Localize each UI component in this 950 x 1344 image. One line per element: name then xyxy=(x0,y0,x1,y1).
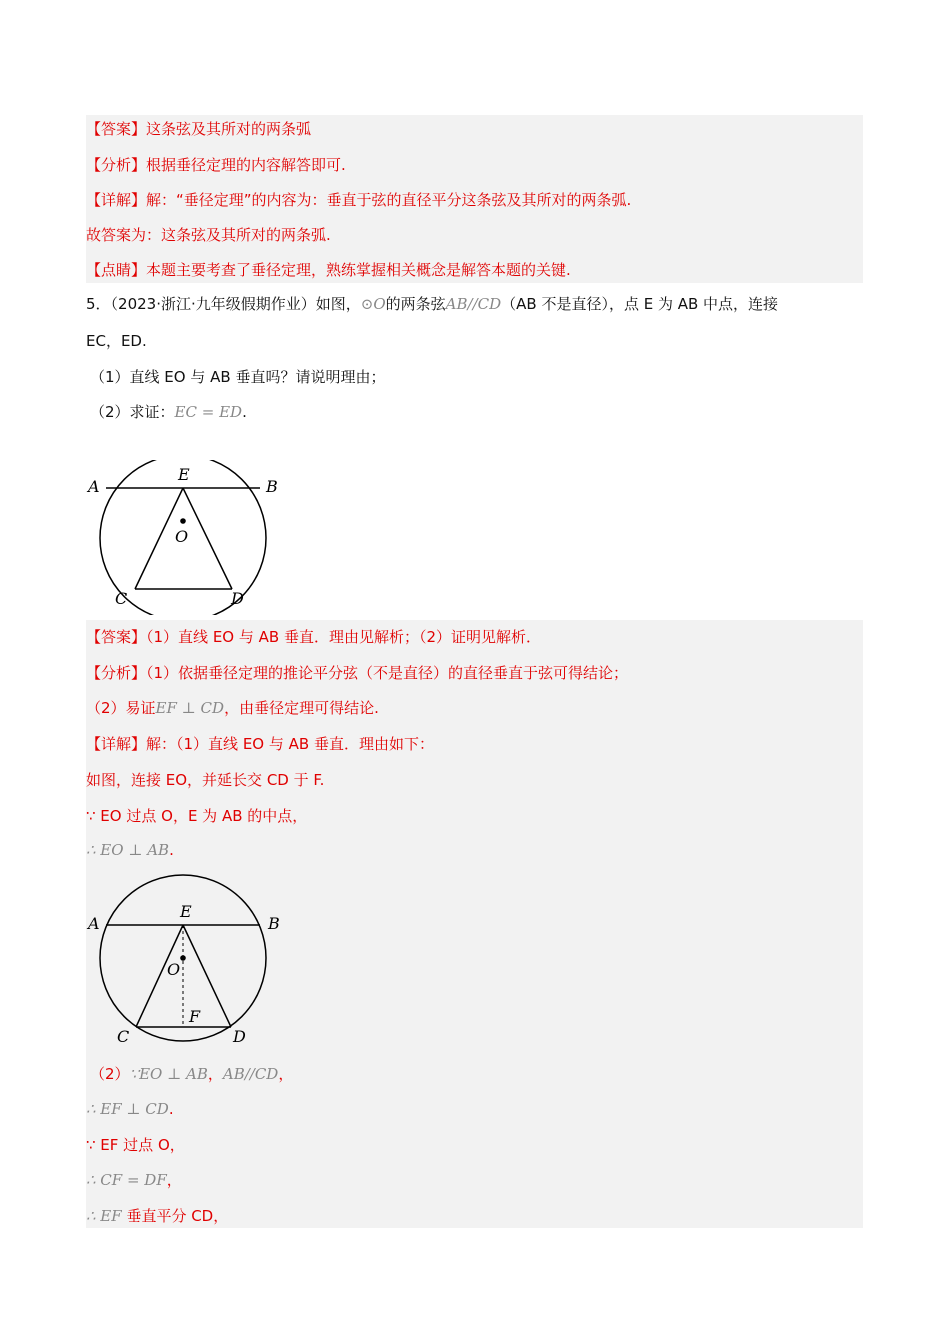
step-7 xyxy=(86,1170,182,1190)
step4-sep: ， xyxy=(207,1065,223,1083)
circle-symbol: ⊙O xyxy=(360,295,386,313)
step5-suffix: . xyxy=(168,1100,174,1118)
analysis2-tag: 【分析】 xyxy=(86,664,147,682)
question-line-2: EC，ED. xyxy=(86,332,147,350)
label-E-2: E xyxy=(180,902,192,921)
answer2-line xyxy=(86,627,541,647)
step4-math-2: AB//CD xyxy=(222,1065,279,1083)
part2-math: EC = ED xyxy=(174,403,243,421)
question-part-1: （1）直线 EO 与 AB 垂直吗？请说明理由； xyxy=(90,368,386,386)
step-6: ∵ EF 过点 O， xyxy=(86,1136,185,1154)
analysis2-text: （1）依据垂径定理的推论平分弦（不是直径）的直径垂直于弦可得结论； xyxy=(146,664,629,682)
label-O: O xyxy=(175,527,189,546)
geometry-figure-1 xyxy=(84,460,284,615)
answer-tag: 【答案】 xyxy=(86,120,147,138)
label-E: E xyxy=(178,465,190,484)
label-C-2: C xyxy=(117,1027,130,1046)
label-A-2: A xyxy=(88,914,100,933)
conclusion-line: 故答案为：这条弦及其所对的两条弧. xyxy=(86,226,331,244)
label-C: C xyxy=(115,589,128,608)
step4-math-1: ∵EO ⊥ AB xyxy=(129,1065,208,1083)
analysis2-line xyxy=(86,663,628,683)
step5-math: ∴ EF ⊥ CD xyxy=(86,1100,169,1118)
step-1: 如图，连接 EO，并延长交 CD 于 F. xyxy=(86,771,325,789)
analysis2-math: EF ⊥ CD xyxy=(155,699,225,717)
answer-text: 这条弦及其所对的两条弧 xyxy=(146,120,312,138)
step-4 xyxy=(90,1064,293,1084)
comment-tag: 【点睛】 xyxy=(86,261,147,279)
step-8 xyxy=(86,1206,228,1226)
label-O-2: O xyxy=(167,960,181,979)
detail-text: 解：“垂径定理”的内容为：垂直于弦的直径平分这条弦及其所对的两条弧. xyxy=(146,191,632,209)
step4-prefix: （2） xyxy=(90,1065,130,1083)
detail-tag: 【详解】 xyxy=(86,191,147,209)
part2-suffix: . xyxy=(242,403,247,421)
analysis2-suffix: ，由垂径定理可得结论. xyxy=(224,699,379,717)
label-D-2: D xyxy=(233,1027,246,1046)
part2-prefix: （2）求证： xyxy=(90,403,175,421)
answer-line xyxy=(86,119,311,139)
step4-suffix: ， xyxy=(278,1065,294,1083)
question-text-mid: 的两条弦 xyxy=(385,295,446,313)
step-2: ∵ EO 过点 O，E 为 AB 的中点， xyxy=(86,807,308,825)
label-A: A xyxy=(88,477,100,496)
analysis2-line-2 xyxy=(86,698,379,718)
detail-line xyxy=(86,190,631,210)
label-D: D xyxy=(231,589,244,608)
step-5 xyxy=(86,1099,174,1119)
answer2-tag: 【答案】 xyxy=(86,628,147,646)
analysis-tag: 【分析】 xyxy=(86,156,147,174)
question-part-2 xyxy=(90,402,247,422)
question-number: 5． xyxy=(86,295,111,313)
step-3 xyxy=(86,840,174,860)
question-line-1 xyxy=(86,294,778,314)
analysis2-prefix: （2）易证 xyxy=(86,699,156,717)
geometry-figure-2 xyxy=(84,872,284,1048)
question-source: （2023·浙江·九年级假期作业）如图， xyxy=(110,295,361,313)
detail2-text: 解：（1）直线 EO 与 AB 垂直．理由如下： xyxy=(146,735,434,753)
question-text-end: （AB 不是直径），点 E 为 AB 中点，连接 xyxy=(501,295,779,313)
label-F-2: F xyxy=(189,1007,201,1026)
step3-math: ∴ EO ⊥ AB xyxy=(86,841,170,859)
analysis-text: 根据垂径定理的内容解答即可. xyxy=(146,156,346,174)
label-B-2: B xyxy=(268,914,280,933)
step3-suffix: . xyxy=(169,841,174,859)
detail2-tag: 【详解】 xyxy=(86,735,147,753)
parallel-math: AB//CD xyxy=(445,295,502,313)
answer2-text: （1）直线 EO 与 AB 垂直．理由见解析；（2）证明见解析． xyxy=(146,628,542,646)
step8-suffix: 垂直平分 CD， xyxy=(121,1207,229,1225)
label-B: B xyxy=(266,477,278,496)
detail2-line xyxy=(86,734,434,754)
analysis-line xyxy=(86,155,346,175)
comment-line xyxy=(86,260,571,280)
step7-suffix: ， xyxy=(166,1171,182,1189)
step8-math: ∴ EF xyxy=(86,1207,122,1225)
comment-text: 本题主要考查了垂径定理，熟练掌握相关概念是解答本题的关键. xyxy=(146,261,571,279)
step7-math: ∴ CF = DF xyxy=(86,1171,167,1189)
